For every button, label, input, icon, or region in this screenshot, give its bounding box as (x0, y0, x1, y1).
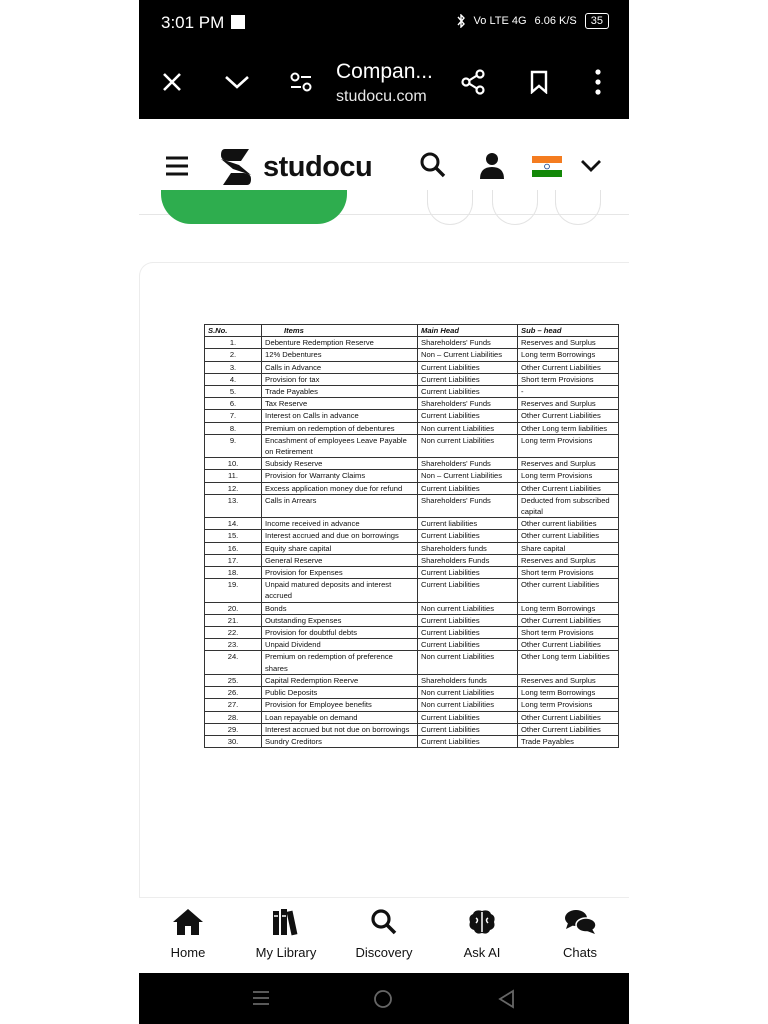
table-row (205, 674, 619, 686)
sub-head-cell: Reserves and Surplus (518, 458, 619, 470)
sub-head-cell: Other Long term Liabilities (518, 651, 619, 674)
main-head-cell: Shareholders' Funds (418, 494, 518, 517)
item-cell: Provision for Employee benefits (262, 699, 418, 711)
share-icon[interactable] (457, 66, 489, 98)
table-row (205, 542, 619, 554)
search-icon[interactable] (419, 151, 447, 184)
item-cell: Bonds (262, 602, 418, 614)
sno-cell: 2. (205, 349, 262, 361)
page-title: Compan... (336, 60, 433, 83)
main-head-cell: Current Liabilities (418, 614, 518, 626)
close-icon[interactable] (156, 66, 188, 98)
main-head-cell: Current Liabilities (418, 361, 518, 373)
item-cell: Interest accrued and due on borrowings (262, 530, 418, 542)
status-bar (139, 0, 629, 46)
phone-screen (139, 0, 629, 1024)
main-head-cell: Current Liabilities (418, 410, 518, 422)
main-head-cell: Shareholders funds (418, 542, 518, 554)
table-row (205, 530, 619, 542)
main-head-cell: Current liabilities (418, 518, 518, 530)
sno-cell: 5. (205, 386, 262, 398)
table-row (205, 639, 619, 651)
sno-cell: 10. (205, 458, 262, 470)
sub-head-cell: Other Current Liabilities (518, 639, 619, 651)
item-cell: Provision for Expenses (262, 567, 418, 579)
item-cell: Outstanding Expenses (262, 614, 418, 626)
main-head-cell: Shareholders Funds (418, 554, 518, 566)
download-button[interactable] (161, 190, 347, 224)
nav-ask-ai[interactable] (433, 908, 531, 960)
home-button-icon[interactable] (373, 989, 393, 1009)
network-label: Vo LTE 4G (473, 15, 527, 27)
sub-head-cell: Short term Provisions (518, 373, 619, 385)
chevron-down-icon[interactable] (221, 66, 253, 98)
bluetooth-icon (456, 14, 466, 28)
item-cell: Provision for doubtful debts (262, 627, 418, 639)
table-row (205, 579, 619, 602)
sub-head-cell: Long term Provisions (518, 434, 619, 457)
main-head-cell: Current Liabilities (418, 482, 518, 494)
sno-cell: 19. (205, 579, 262, 602)
main-head-cell: Non current Liabilities (418, 434, 518, 457)
table-row (205, 482, 619, 494)
sno-cell: 3. (205, 361, 262, 373)
recent-apps-icon[interactable] (252, 990, 270, 1006)
sub-head-cell: Other current liabilities (518, 518, 619, 530)
nav-discovery[interactable] (335, 908, 433, 960)
sub-head-cell: Long term Borrowings (518, 349, 619, 361)
sno-cell: 25. (205, 674, 262, 686)
nav-label: Discovery (355, 945, 413, 960)
sno-cell: 8. (205, 422, 262, 434)
main-head-cell: Shareholders' Funds (418, 337, 518, 349)
nav-label: Home (170, 945, 206, 960)
item-cell: Unpaid Dividend (262, 639, 418, 651)
sno-cell: 15. (205, 530, 262, 542)
sub-head-cell: Long term Provisions (518, 470, 619, 482)
sno-cell: 28. (205, 711, 262, 723)
page-settings-icon[interactable] (285, 66, 317, 98)
studocu-logo-icon (215, 147, 257, 187)
item-cell: Income received in advance (262, 518, 418, 530)
sno-cell: 29. (205, 723, 262, 735)
sub-head-cell: Reserves and Surplus (518, 674, 619, 686)
table-row (205, 554, 619, 566)
sub-head-cell: Other Long term liabilities (518, 422, 619, 434)
main-head-cell: Non current Liabilities (418, 422, 518, 434)
table-row (205, 723, 619, 735)
column-header: Sub – head (518, 325, 619, 337)
sub-head-cell: Long term Borrowings (518, 687, 619, 699)
sno-cell: 24. (205, 651, 262, 674)
table-row (205, 651, 619, 674)
sno-cell: 6. (205, 398, 262, 410)
main-head-cell: Current Liabilities (418, 579, 518, 602)
item-cell: 12% Debentures (262, 349, 418, 361)
sno-cell: 11. (205, 470, 262, 482)
sno-cell: 20. (205, 602, 262, 614)
main-head-cell: Current Liabilities (418, 373, 518, 385)
home-icon (172, 908, 204, 936)
table-row (205, 687, 619, 699)
table-row (205, 434, 619, 457)
main-head-cell: Non current Liabilities (418, 687, 518, 699)
sno-cell: 22. (205, 627, 262, 639)
action-button[interactable] (555, 190, 601, 225)
library-icon (271, 908, 301, 936)
table-row (205, 410, 619, 422)
item-cell: Provision for tax (262, 373, 418, 385)
chat-icon (563, 908, 597, 936)
sno-cell: 17. (205, 554, 262, 566)
table-row (205, 735, 619, 747)
sub-head-cell: Reserves and Surplus (518, 337, 619, 349)
brain-icon (467, 908, 497, 936)
status-indicators (456, 13, 609, 29)
user-icon[interactable] (479, 151, 505, 184)
table-row (205, 602, 619, 614)
document-viewer (139, 262, 629, 902)
back-icon[interactable] (497, 989, 515, 1009)
main-head-cell: Current Liabilities (418, 723, 518, 735)
item-cell: Tax Reserve (262, 398, 418, 410)
sub-head-cell: Long term Borrowings (518, 602, 619, 614)
sno-cell: 4. (205, 373, 262, 385)
item-cell: Sundry Creditors (262, 735, 418, 747)
language-chevron-icon[interactable] (580, 159, 602, 178)
sno-cell: 18. (205, 567, 262, 579)
table-row (205, 398, 619, 410)
table-row (205, 627, 619, 639)
more-options-icon[interactable] (582, 66, 614, 98)
main-head-cell: Shareholders' Funds (418, 458, 518, 470)
main-head-cell: Shareholders funds (418, 674, 518, 686)
sub-head-cell: Other current Liabilities (518, 530, 619, 542)
main-head-cell: Current Liabilities (418, 386, 518, 398)
table-row (205, 422, 619, 434)
sub-head-cell: Deducted from subscribed capital (518, 494, 619, 517)
item-cell: Excess application money due for refund (262, 482, 418, 494)
action-button[interactable] (427, 190, 473, 225)
table-row (205, 386, 619, 398)
item-cell: Premium on redemption of preference shares (262, 651, 418, 674)
main-head-cell: Current Liabilities (418, 639, 518, 651)
item-cell: Interest accrued but not due on borrowings (262, 723, 418, 735)
main-head-cell: Non current Liabilities (418, 651, 518, 674)
sub-head-cell: Share capital (518, 542, 619, 554)
main-head-cell: Current Liabilities (418, 530, 518, 542)
item-cell: Equity share capital (262, 542, 418, 554)
nav-home[interactable] (139, 908, 237, 960)
sub-head-cell: Reserves and Surplus (518, 554, 619, 566)
item-cell: Interest on Calls in advance (262, 410, 418, 422)
item-cell: Loan repayable on demand (262, 711, 418, 723)
studocu-logo-text: studocu (263, 150, 373, 183)
item-cell: General Reserve (262, 554, 418, 566)
table-row (205, 711, 619, 723)
battery-indicator: 35 (585, 13, 609, 29)
main-head-cell: Non current Liabilities (418, 602, 518, 614)
column-header: S.No. (205, 325, 262, 337)
sno-cell: 7. (205, 410, 262, 422)
table-row (205, 699, 619, 711)
item-cell: Subsidy Reserve (262, 458, 418, 470)
sno-cell: 27. (205, 699, 262, 711)
table-row (205, 614, 619, 626)
item-cell: Encashment of employees Leave Payable on Retirement (262, 434, 418, 457)
main-head-cell: Current Liabilities (418, 711, 518, 723)
table-row (205, 337, 619, 349)
item-cell: Provision for Warranty Claims (262, 470, 418, 482)
item-cell: Calls in Advance (262, 361, 418, 373)
item-cell: Calls in Arrears (262, 494, 418, 517)
nav-label: Ask AI (463, 945, 501, 960)
main-head-cell: Non current Liabilities (418, 699, 518, 711)
main-head-cell: Current Liabilities (418, 627, 518, 639)
sub-head-cell: Other current Liabilities (518, 579, 619, 602)
india-flag-icon[interactable] (532, 156, 562, 182)
sno-cell: 14. (205, 518, 262, 530)
bottom-navigation (139, 897, 629, 974)
sno-cell: 16. (205, 542, 262, 554)
nav-label: Chats (563, 945, 597, 960)
main-head-cell: Non – Current Liabilities (418, 470, 518, 482)
table-row (205, 518, 619, 530)
speed-label: 6.06 K/S (534, 15, 577, 27)
main-head-cell: Current Liabilities (418, 735, 518, 747)
search-icon (370, 908, 398, 936)
item-cell: Public Deposits (262, 687, 418, 699)
sub-head-cell: Other Current Liabilities (518, 614, 619, 626)
sub-head-cell: Long term Provisions (518, 699, 619, 711)
page-url: studocu.com (336, 88, 427, 105)
nav-my-library[interactable] (237, 908, 335, 960)
sno-cell: 12. (205, 482, 262, 494)
item-cell: Debenture Redemption Reserve (262, 337, 418, 349)
table-row (205, 494, 619, 517)
sub-head-cell: Other Current Liabilities (518, 410, 619, 422)
table-header-row (205, 325, 619, 337)
item-cell: Capital Redemption Reerve (262, 674, 418, 686)
sub-head-cell: Other Current Liabilities (518, 723, 619, 735)
table-row (205, 349, 619, 361)
sub-head-cell: Short term Provisions (518, 567, 619, 579)
column-header: Items (262, 325, 418, 337)
main-head-cell: Current Liabilities (418, 567, 518, 579)
table-row (205, 361, 619, 373)
sub-head-cell: Reserves and Surplus (518, 398, 619, 410)
system-navigation-bar (139, 973, 629, 1024)
menu-icon[interactable] (165, 155, 189, 182)
sno-cell: 23. (205, 639, 262, 651)
studocu-logo[interactable] (215, 147, 372, 187)
item-cell: Premium on redemption of debentures (262, 422, 418, 434)
action-button[interactable] (492, 190, 538, 225)
sno-cell: 26. (205, 687, 262, 699)
table-row (205, 458, 619, 470)
sno-cell: 30. (205, 735, 262, 747)
nav-label: My Library (255, 945, 317, 960)
table-row (205, 567, 619, 579)
sub-head-cell: Trade Payables (518, 735, 619, 747)
table-row (205, 470, 619, 482)
main-head-cell: Non – Current Liabilities (418, 349, 518, 361)
sno-cell: 1. (205, 337, 262, 349)
column-header: Main Head (418, 325, 518, 337)
sno-cell: 9. (205, 434, 262, 457)
nav-chats[interactable] (531, 908, 629, 960)
browser-toolbar (139, 46, 629, 119)
sub-head-cell: Short term Provisions (518, 627, 619, 639)
document-table (204, 324, 619, 748)
item-cell: Trade Payables (262, 386, 418, 398)
sub-head-cell: - (518, 386, 619, 398)
status-time: 3:01 PM (161, 13, 225, 32)
item-cell: Unpaid matured deposits and interest accrued (262, 579, 418, 602)
sno-cell: 13. (205, 494, 262, 517)
bookmark-icon[interactable] (523, 66, 555, 98)
sub-head-cell: Other Current Liabilities (518, 361, 619, 373)
sno-cell: 21. (205, 614, 262, 626)
notification-icon (231, 15, 245, 29)
table-row (205, 373, 619, 385)
sub-head-cell: Other Current Liabilities (518, 711, 619, 723)
main-head-cell: Shareholders' Funds (418, 398, 518, 410)
sub-head-cell: Other Current Liabilities (518, 482, 619, 494)
